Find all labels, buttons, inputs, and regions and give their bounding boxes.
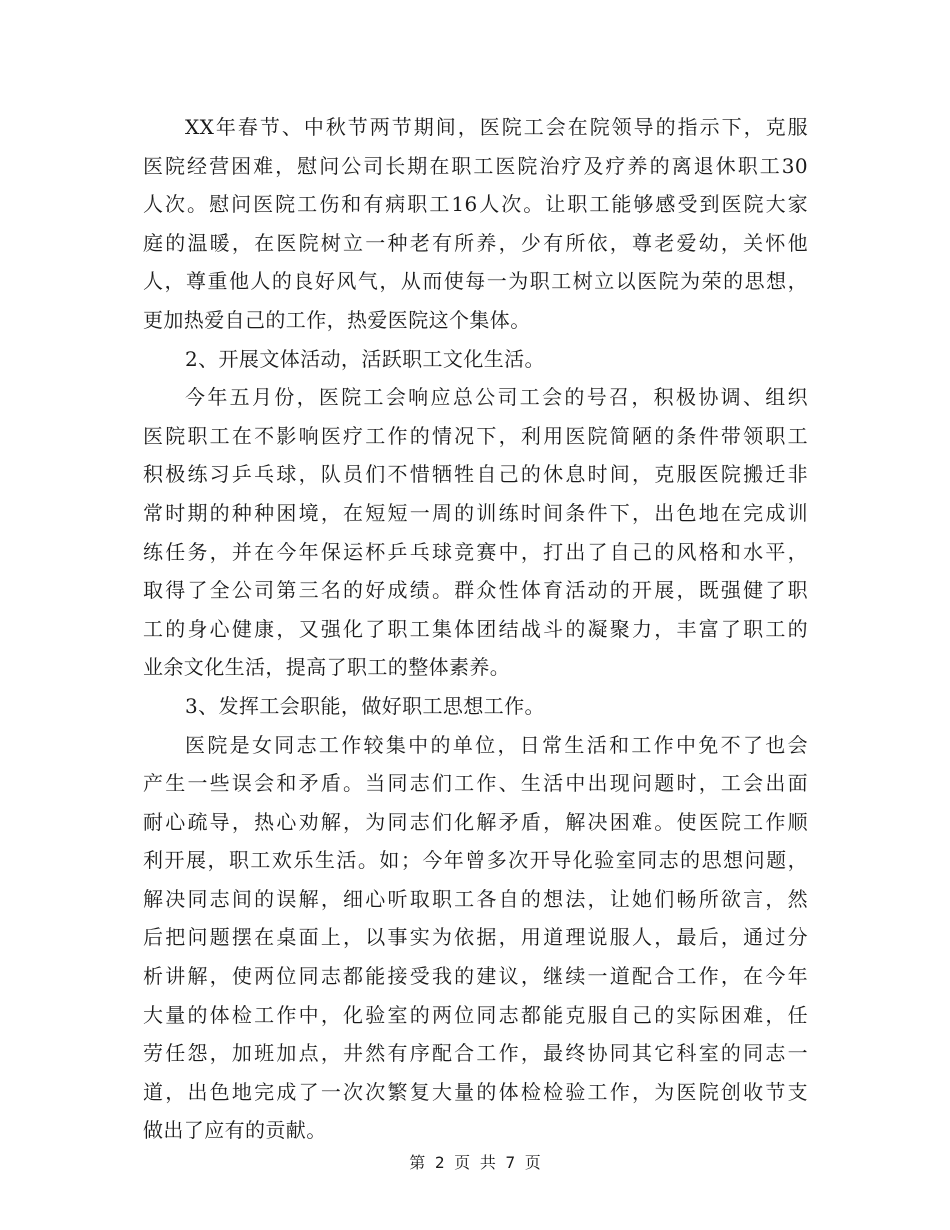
section-heading: 3、发挥工会职能，做好职工思想工作。: [185, 693, 545, 718]
text-line: 练任务，并在今年保运杯乒乓球竞赛中，打出了自己的风格和水平，: [143, 539, 808, 564]
text-line: 医院是女同志工作较集中的单位，日常生活和工作中免不了也会: [185, 732, 808, 757]
text-line: 今年五月份，医院工会响应总公司工会的号召，积极协调、组织: [185, 385, 808, 410]
text-line: 利开展，职工欢乐生活。如；今年曾多次开导化验室同志的思想问题，: [143, 848, 808, 873]
text-line: 解决同志间的误解，细心听取职工各自的想法，让她们畅所欲言，然: [143, 886, 808, 911]
text-line: 医院职工在不影响医疗工作的情况下，利用医院简陋的条件带领职工: [143, 423, 808, 448]
text-line: 更加热爱自己的工作，热爱医院这个集体。: [143, 307, 531, 332]
text-line: 做出了应有的贡献。: [143, 1118, 327, 1143]
text-line: 庭的温暖，在医院树立一种老有所养，少有所依，尊老爱幼，关怀他: [143, 230, 808, 255]
text-line: 常时期的种种困境，在短短一周的训练时间条件下，出色地在完成训: [143, 500, 808, 525]
text-line: 人，尊重他人的良好风气，从而使每一为职工树立以医院为荣的思想，: [143, 269, 808, 294]
text-line: 工的身心健康，又强化了职工集体团结战斗的凝聚力，丰富了职工的: [143, 616, 808, 641]
text-line: XX年春节、中秋节两节期间，医院工会在院领导的指示下，克服: [185, 115, 808, 139]
text-line: 劳任怨，加班加点，井然有序配合工作，最终协同其它科室的同志一: [143, 1041, 808, 1066]
text-line: 耐心疏导，热心劝解，为同志们化解矛盾，解决困难。使医院工作顺: [143, 809, 808, 834]
text-line: 道，出色地完成了一次次繁复大量的体检检验工作，为医院创收节支: [143, 1079, 808, 1104]
text-line: 析讲解，使两位同志都能接受我的建议，继续一道配合工作，在今年: [143, 964, 808, 989]
text-line: 取得了全公司第三名的好成绩。群众性体育活动的开展，既强健了职: [143, 578, 808, 603]
text-line: 大量的体检工作中，化验室的两位同志都能克服自己的实际困难，任: [143, 1002, 808, 1027]
text-line: 人次。慰问医院工伤和有病职工16人次。让职工能够感受到医院大家: [143, 192, 808, 217]
text-line: 业余文化生活，提高了职工的整体素养。: [143, 655, 511, 680]
text-line: 医院经营困难，慰问公司长期在职工医院治疗及疗养的离退休职工30: [143, 153, 808, 178]
section-heading: 2、开展文体活动，活跃职工文化生活。: [185, 346, 545, 371]
page-number-footer: 第 2 页 共 7 页: [409, 1153, 541, 1172]
text-line: 积极练习乒乓球，队员们不惜牺牲自己的休息时间，克服医院搬迁非: [143, 462, 808, 487]
text-line: 后把问题摆在桌面上，以事实为依据，用道理说服人，最后，通过分: [143, 925, 808, 950]
text-line: 产生一些误会和矛盾。当同志们工作、生活中出现问题时，工会出面: [143, 771, 808, 796]
document-body: [143, 108, 808, 1150]
